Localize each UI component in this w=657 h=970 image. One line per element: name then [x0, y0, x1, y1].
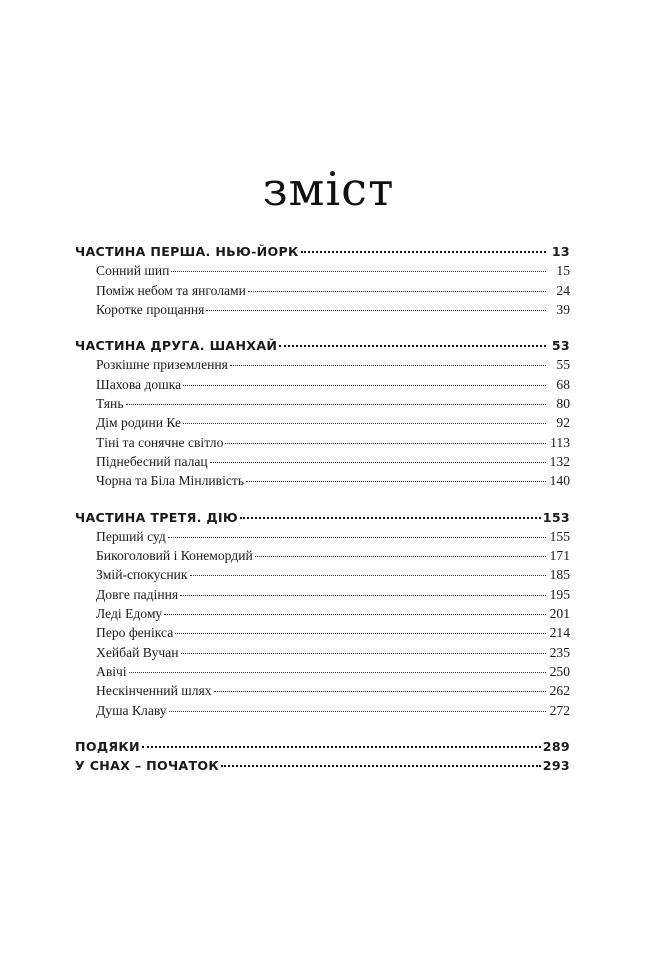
toc-page-number: 15	[556, 263, 570, 279]
toc-chapter-entry	[75, 471, 570, 490]
toc-chapter-title: Коротке прощання	[96, 301, 205, 317]
toc-chapter-title: Тянь	[96, 396, 124, 412]
toc-chapter-entry	[75, 681, 570, 700]
dot-leader	[248, 290, 546, 292]
dot-leader	[214, 690, 546, 692]
toc-page-number: 250	[549, 663, 570, 679]
dot-leader	[126, 403, 546, 405]
toc-part-title: ЧАСТИНА ДРУГА. ШАНХАЙ	[75, 338, 278, 354]
toc-part-entry	[75, 336, 570, 355]
dot-leader	[129, 671, 546, 673]
toc-chapter-entry	[75, 604, 570, 623]
toc-chapter-title: Авічі	[96, 663, 127, 679]
toc-chapter-title: Перший суд	[96, 528, 166, 544]
toc-chapter-entry	[75, 623, 570, 642]
toc-page-number: 68	[556, 376, 570, 392]
toc-chapter-entry	[75, 527, 570, 546]
table-of-contents	[75, 242, 570, 775]
dot-leader	[175, 632, 546, 634]
section-gap	[75, 319, 570, 336]
dot-leader	[230, 364, 546, 366]
toc-chapter-title: Розкішне приземлення	[96, 357, 228, 373]
dot-leader	[164, 613, 546, 615]
dot-leader	[171, 270, 546, 272]
dot-leader	[206, 309, 546, 311]
section-gap	[75, 491, 570, 508]
toc-backmatter-entry	[75, 756, 570, 775]
toc-chapter-entry	[75, 565, 570, 584]
toc-chapter-title: Перо фенікса	[96, 625, 174, 641]
toc-chapter-entry	[75, 701, 570, 720]
toc-page-number: 53	[551, 338, 570, 354]
toc-chapter-title: Дім родини Ке	[96, 415, 181, 431]
toc-chapter-title: Хейбай Вучан	[96, 644, 179, 660]
toc-part-entry	[75, 508, 570, 527]
toc-chapter-title: Змій-спокусник	[96, 567, 188, 583]
toc-chapter-entry	[75, 281, 570, 300]
toc-page-number: 24	[556, 282, 570, 298]
toc-chapter-entry	[75, 300, 570, 319]
toc-page-number: 80	[556, 396, 570, 412]
toc-page-number: 140	[549, 473, 570, 489]
toc-page-number: 195	[549, 586, 570, 602]
toc-chapter-entry	[75, 355, 570, 374]
toc-page-number: 289	[542, 738, 570, 754]
toc-chapter-entry	[75, 452, 570, 471]
toc-chapter-title: Сонний шип	[96, 263, 170, 279]
toc-chapter-entry	[75, 585, 570, 604]
toc-chapter-entry	[75, 394, 570, 413]
toc-chapter-entry	[75, 662, 570, 681]
toc-part-title: У СНАХ – ПОЧАТОК	[75, 758, 219, 774]
toc-part-title: ПОДЯКИ	[75, 738, 140, 754]
toc-part-title: ЧАСТИНА ПЕРША. НЬЮ-ЙОРК	[75, 244, 299, 259]
toc-chapter-title: Душа Клаву	[96, 702, 167, 718]
dot-leader	[221, 764, 541, 767]
toc-chapter-entry	[75, 261, 570, 280]
dot-leader	[246, 480, 546, 482]
dot-leader	[180, 594, 546, 596]
toc-chapter-entry	[75, 546, 570, 565]
toc-chapter-entry	[75, 413, 570, 432]
toc-page-number: 214	[549, 625, 570, 641]
dot-leader	[279, 344, 546, 347]
toc-page-number: 201	[549, 606, 570, 622]
dot-leader	[183, 422, 546, 424]
toc-part-title: ЧАСТИНА ТРЕТЯ. ДІЮ	[75, 509, 238, 525]
toc-backmatter-entry	[75, 737, 570, 756]
toc-page-number: 113	[550, 434, 570, 450]
dot-leader	[255, 555, 546, 557]
toc-chapter-title: Чорна та Біла Мінливість	[96, 473, 245, 489]
toc-chapter-entry	[75, 643, 570, 662]
toc-page-number: 39	[556, 301, 570, 317]
toc-chapter-title: Леді Едому	[96, 606, 163, 622]
toc-page-number: 272	[549, 702, 570, 718]
toc-page-number: 92	[556, 415, 570, 431]
dot-leader	[210, 461, 546, 463]
toc-page-number: 132	[549, 453, 570, 469]
toc-chapter-title: Поміж небом та янголами	[96, 282, 246, 298]
toc-chapter-title: Шахова дошка	[96, 376, 182, 392]
toc-part-entry	[75, 242, 570, 261]
dot-leader	[225, 442, 546, 444]
toc-chapter-entry	[75, 375, 570, 394]
toc-page-number: 155	[549, 528, 570, 544]
toc-chapter-title: Піднебесний палац	[96, 453, 208, 469]
toc-page-number: 235	[549, 644, 570, 660]
toc-chapter-title: Тіні та сонячне світло	[96, 434, 224, 450]
toc-chapter-title: Нескінченний шлях	[96, 683, 212, 699]
toc-page-number: 153	[542, 509, 570, 525]
toc-page-number: 185	[549, 567, 570, 583]
toc-chapter-title: Бикоголовий і Конемордий	[96, 548, 253, 564]
dot-leader	[142, 745, 541, 748]
toc-chapter-title: Довге падіння	[96, 586, 179, 602]
page-title: зміст	[262, 162, 395, 216]
section-gap	[75, 720, 570, 737]
dot-leader	[183, 384, 546, 386]
dot-leader	[169, 710, 546, 712]
dot-leader	[168, 536, 546, 538]
toc-page-number: 262	[549, 683, 570, 699]
toc-page-number: 13	[551, 244, 570, 259]
toc-page-number: 171	[549, 548, 570, 564]
dot-leader	[181, 652, 546, 654]
toc-page-number: 55	[556, 357, 570, 373]
dot-leader	[190, 574, 547, 576]
toc-chapter-entry	[75, 433, 570, 452]
dot-leader	[240, 516, 541, 519]
dot-leader	[301, 250, 546, 253]
toc-page-number: 293	[542, 758, 570, 774]
